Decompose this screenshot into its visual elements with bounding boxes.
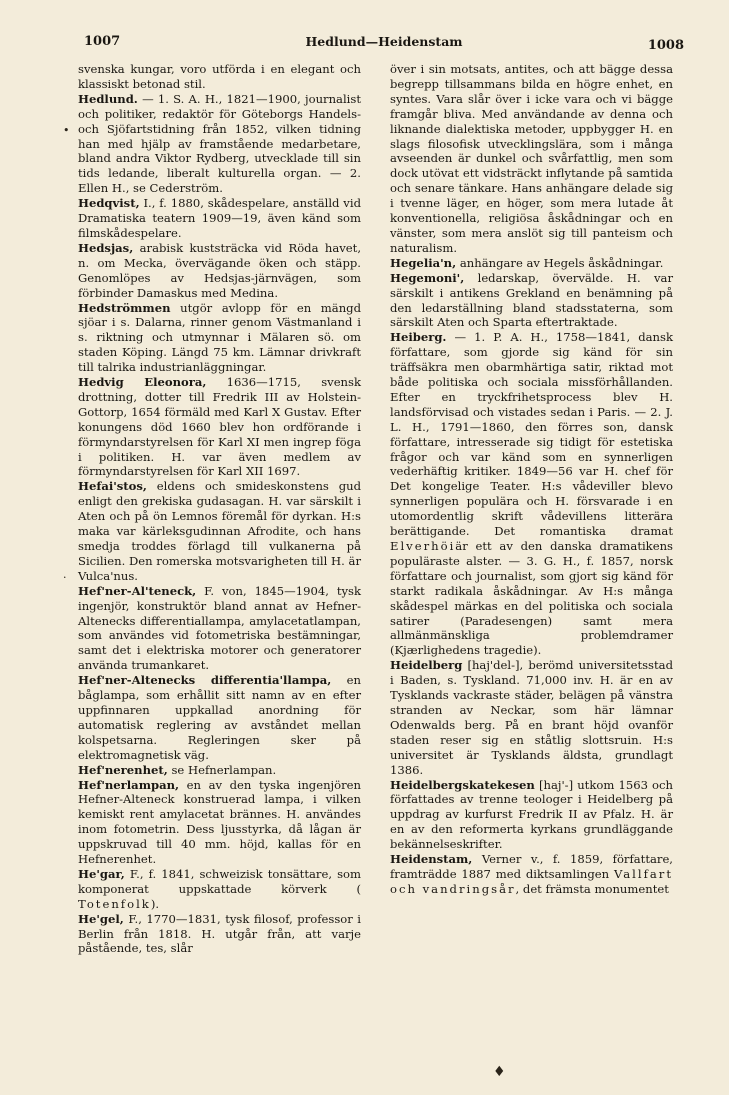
- entry-spaced-title: Elverhöi: [390, 539, 456, 553]
- entry-text: ledarskap, övervälde. H. var särskilt i antikens Grekland en benämning på den ledarställning bland stadsstaterna, som särskilt Aten och Sparta eftertraktade.: [390, 270, 674, 330]
- dictionary-entry: [78, 375, 361, 479]
- dictionary-entry: [78, 241, 361, 301]
- entry-headword: Hef'nerenhet,: [78, 762, 168, 777]
- dictionary-entry: [78, 867, 361, 912]
- entry-headword: Hefai'stos,: [78, 479, 147, 494]
- entry-headword: Hedströmmen: [78, 300, 171, 315]
- dictionary-entry: [390, 658, 673, 777]
- dictionary-entry: [78, 763, 361, 778]
- dictionary-entry: [78, 196, 361, 241]
- entry-text: — 1. S. A. H., 1821—1900, journalist och politiker, redaktör för Göteborgs Handels- och Sjöfartstidning från 1852, vilken tidning han med hjälp av framstående medarbetare, bland andra Viktor Rydberg, utvecklade till sin tids ledande, liberalt kulturella organ. — 2. Ellen H., se Cederström.: [78, 91, 361, 196]
- dictionary-entry: [78, 479, 361, 583]
- dictionary-entry: [78, 301, 361, 376]
- entry-text: 1636—1715, svensk drottning, dotter till Fredrik III av Holstein-Gottorp, 1654 förmäld med Karl X Gustav. Efter konungens död 1660 blev hon ordförande i förmyndarstyrelsen för Karl XI men ingrep föga i politiken. H. var även medlem av förmyndarstyrelsen för Karl XII 1697.: [78, 375, 361, 479]
- entry-text-tail: är ett av den danska dramatikens populäraste alster. — 3. G. H., f. 1857, norsk författare och journalist, som gjort sig känd för starkt radikala åskådningar. Av H:s många skådespel märkas en del politiska och sociala satirer (Paradesengen) samt mera allmänmänskliga problemdramer (Kjærlighedens tragedie).: [390, 539, 673, 658]
- page-number-right: 1008: [647, 38, 684, 53]
- entry-headword: Hef'ner-Al'teneck,: [78, 583, 197, 598]
- entry-text: [haj'del-], berömd universitetsstad i Baden, s. Tyskland. 71,000 inv. H. är en av Tysklands vackraste städer, belägen på vänstra stranden av Neckar, som här lämnar Odenwalds berg. På en brant höjd ovanför staden reser sig en ståtlig slottsruin. H:s universitet är Tysklands äldsta, grundlagt 1386.: [390, 658, 673, 777]
- dictionary-entry: [78, 778, 361, 867]
- entry-text: se Hefnerlampan.: [171, 762, 277, 777]
- dictionary-entry: [390, 271, 673, 331]
- entry-text: [haj'-] utkom 1563 och författades av trenne teologer i Heidelberg på uppdrag av kurfurst Fredrik II av Pfalz. H. är en av den reformerta kyrkans grundläggande bekännelseskrifter.: [390, 777, 673, 852]
- dictionary-entry: [78, 673, 361, 762]
- entry-text: svenska kungar, voro utförda i en elegant och klassiskt betonad stil.: [78, 62, 361, 91]
- dictionary-entry: [78, 92, 361, 196]
- page-number-left: 1007: [84, 34, 121, 49]
- entry-text: F., 1770—1831, tysk filosof, professor i Berlin från 1818. H. utgår från, att varje påstående, tes, slår: [78, 911, 361, 956]
- dictionary-entry: [78, 62, 361, 92]
- bottom-ornament-mark: ♦: [493, 1064, 506, 1080]
- entry-headword: Heidelberg: [390, 658, 463, 673]
- entry-headword: Heidelbergskatekesen: [390, 777, 535, 792]
- dictionary-entry: [390, 330, 673, 658]
- entry-text: F., f. 1841, schweizisk tonsättare, som komponerat uppskattade körverk (: [78, 866, 361, 896]
- entry-text: anhängare av Hegels åskådningar.: [459, 255, 664, 270]
- dictionary-entry: [390, 778, 673, 853]
- dictionary-entry: [78, 912, 361, 957]
- entry-text: F. von, 1845—1904, tysk ingenjör, konstruktör bland annat av Hefner-Altenecks differentiallampa, amylacetatlampan, som användes vid fotometriska bestämningar, samt det i elektriska motorer och generatorer använda trumankaret.: [78, 583, 362, 673]
- entry-text: en båglampa, som erhållit sitt namn av en efter uppfinnaren uppkallad anordning för automatisk reglering av avståndet mellan kolspetsarna. Regleringen sker på elektromagnetisk väg.: [78, 673, 361, 762]
- entry-headword: Heiberg.: [390, 330, 447, 345]
- entry-headword: Hedsjas,: [78, 240, 134, 255]
- running-head: Hedlund—Heidenstam: [305, 34, 463, 49]
- entry-headword: Hedqvist,: [78, 196, 140, 211]
- entry-headword: He'gel,: [78, 911, 124, 926]
- entry-text: arabisk kuststräcka vid Röda havet, n. om Mecka, övervägande öken och stäpp. Genomlöpes av Hedsjas-järnvägen, som förbinder Damaskus med Medina.: [78, 240, 362, 300]
- entry-spaced-title: Vallfart och vandringsår: [390, 866, 673, 896]
- entry-text: en av den tyska ingenjören Hefner-Alteneck konstruerad lampa, i vilken kemiskt rent amylacetat brännes. H. användes inom fotometrin. Dess ljusstyrka, då lågan är uppskruvad till 40 mm. höjd, kallas för en Hefnerenhet.: [78, 777, 362, 867]
- entry-headword: Hef'nerlampan,: [78, 777, 180, 792]
- margin-dot-mark: •: [63, 124, 70, 137]
- entry-text-tail: , det främsta monumentet: [515, 881, 669, 896]
- entry-text: eldens och smideskonstens gud enligt den grekiska gudasagan. H. var särskilt i Aten och på ön Lemnos föremål för dyrkan. H:s maka var kärleksgudinnan Afrodite, och hans smedja troddes förlagd till vulkanerna på Sicilien. Den romerska motsvarigheten till H. är Vulca'nus.: [78, 479, 362, 583]
- entry-text: — 1. P. A. H., 1758—1841, dansk författare, som gjorde sig känd för sin träffsäkra men obarmhärtiga satir, riktad mot både politiska och sociala missförhållanden. Efter en tryckfrihetsprocess blev H. landsförvisad och vistades sedan i Paris. — 2. J. L. H., 1791—1860, den förres son, dansk författare, intresserade sig tidigt för estetiska frågor och var känd som en synnerligen vederhäftig kritiker. 1849—56 var H. chef för Det kongelige Teater. H:s vådeviller blevo synnerligen populära och H. försvarade i en utomordentlig skrift vådevillens litterära berättigande. Det romantiska dramat: [390, 330, 674, 539]
- entry-headword: Hedlund.: [78, 91, 138, 106]
- dictionary-entry: [390, 62, 673, 256]
- entry-headword: Heidenstam,: [390, 852, 473, 867]
- dictionary-entry: [78, 584, 361, 673]
- dictionary-entry: [390, 256, 673, 271]
- margin-dot-mark: ·: [63, 571, 67, 584]
- entry-headword: Hef'ner-Altenecks differentia'llampa,: [78, 673, 332, 688]
- entry-text: I., f. 1880, skådespelare, anställd vid Dramatiska teatern 1909—19, även känd som filmskådespelare.: [78, 196, 361, 240]
- entry-text-tail: ).: [150, 896, 160, 911]
- page-header: [84, 34, 684, 56]
- right-column: [390, 62, 673, 897]
- entry-spaced-title: Totenfolk: [78, 896, 151, 911]
- entry-text: över i sin motsats, antites, och att bägge dessa begrepp tillsammans bilda en högre enhet, en syntes. Vara slår över i icke vara och vi bägge framgår bliva. Med användande av denna och liknande dialektiska metoder, uppbygger H. en slags filosofisk utvecklingslära, som i många avseenden är dunkel och svårfattlig, men som dock utövat ett vidsträckt inflytande på samtida och senare tänkare. Hans anhängare delade sig i tvenne läger, en höger, som mera lutade åt konventionella, religiösa åskådningar och en vänster, som mera anslöt sig till panteism och naturalism.: [390, 62, 673, 255]
- entry-headword: He'gar,: [78, 866, 125, 881]
- entry-headword: Hedvig Eleonora,: [78, 375, 207, 390]
- entry-text: Verner v., f. 1859, författare, framträdde 1887 med diktsamlingen: [390, 852, 673, 881]
- entry-headword: Hegemoni',: [390, 270, 465, 285]
- entry-text: utgör avlopp för en mängd sjöar i s. Dalarna, rinner genom Västmanland i s. riktning och utmynnar i Mälaren sö. om staden Köping. Längd 75 km. Lämnar drivkraft till talrika industrianläggningar.: [78, 300, 362, 375]
- left-column: [78, 62, 361, 956]
- entry-headword: Hegelia'n,: [390, 255, 457, 270]
- dictionary-entry: [390, 852, 673, 897]
